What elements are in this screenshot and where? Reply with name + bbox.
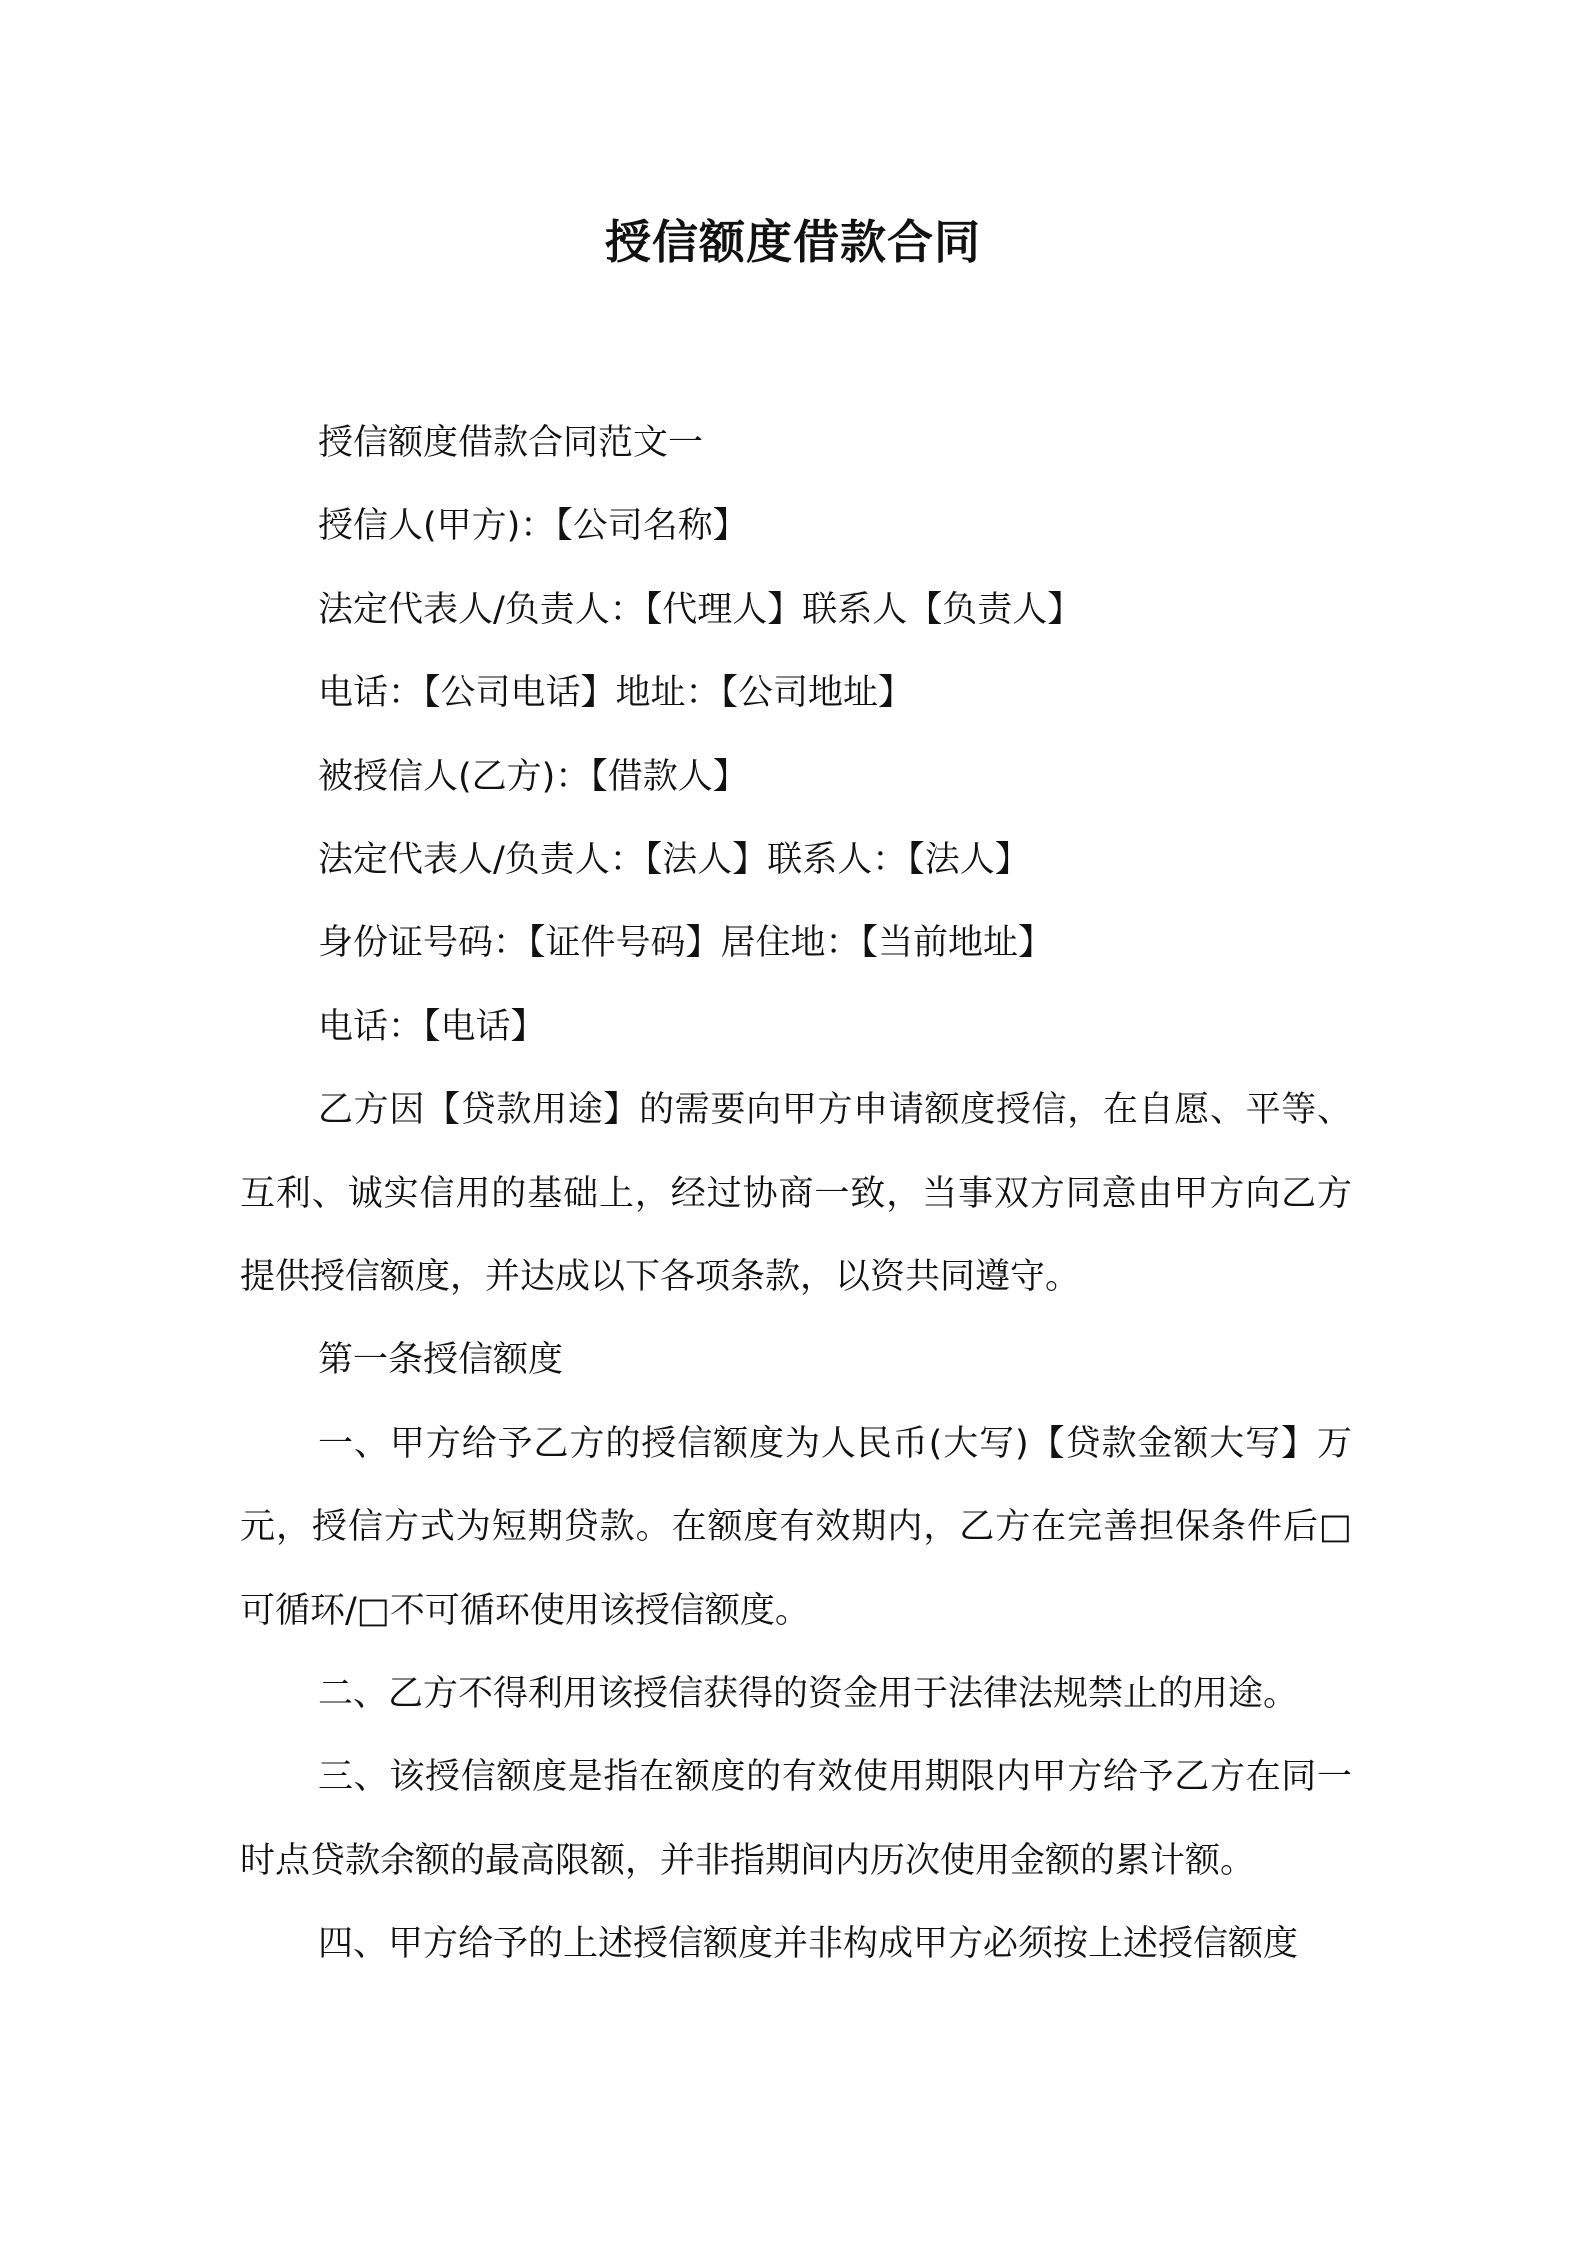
- header-line-grantor: 授信人(甲方)：【公司名称】: [318, 506, 748, 547]
- document-title: 授信额度借款合同: [605, 215, 981, 269]
- header-line-grantee: 被授信人(乙方)：【借款人】: [318, 756, 748, 797]
- intro-paragraph: 乙方因【贷款用途】的需要向甲方申请额度授信，在自愿、平等、互利、诚实信用的基础上，经过协商一致，当事双方同意由甲方向乙方提供授信额度，并达成以下各项条款，以资共同遵守。: [240, 1090, 1352, 1297]
- clause-4: 四、甲方给予的上述授信额度并非构成甲方必须按上述授信额度: [318, 1924, 1299, 1965]
- clause-2: 二、乙方不得利用该授信获得的资金用于法律法规禁止的用途。: [318, 1673, 1299, 1714]
- header-line-grantor-representative: 法定代表人/负责人：【代理人】联系人【负责人】: [318, 589, 1083, 630]
- header-line-grantee-id: 身份证号码：【证件号码】居住地：【当前地址】: [318, 923, 1054, 964]
- header-line-grantor-contact: 电话：【公司电话】地址：【公司地址】: [318, 673, 914, 714]
- header-line-grantee-representative: 法定代表人/负责人：【法人】联系人：【法人】: [318, 839, 1030, 880]
- clause-3: 三、该授信额度是指在额度的有效使用期限内甲方给予乙方在同一时点贷款余额的最高限额，并非指期间内历次使用金额的累计额。: [240, 1757, 1352, 1881]
- document-body: [240, 402, 1352, 1987]
- clause-1: 一、甲方给予乙方的授信额度为人民币(大写)【贷款金额大写】万元，授信方式为短期贷款。在额度有效期内，乙方在完善担保条件后□可循环/□不可循环使用该授信额度。: [240, 1423, 1352, 1631]
- article-heading: 第一条授信额度: [318, 1340, 564, 1381]
- header-line-grantee-phone: 电话：【电话】: [318, 1006, 546, 1047]
- header-line-template-name: 授信额度借款合同范文一: [318, 423, 704, 463]
